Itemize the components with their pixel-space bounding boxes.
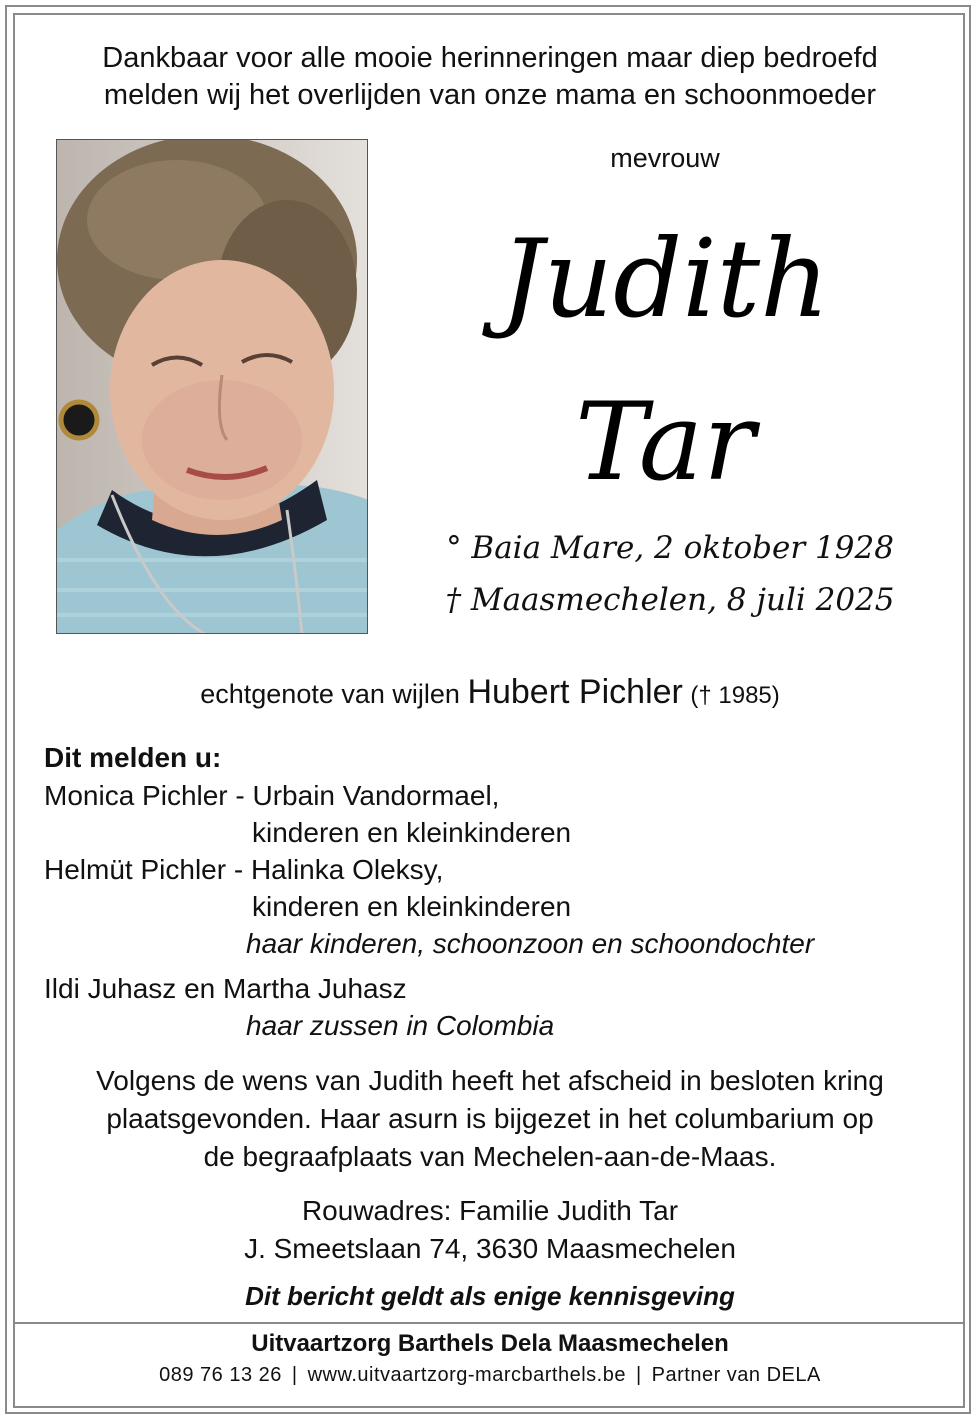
family-line: haar zussen in Colombia [246,1010,555,1041]
contact-line [30,1364,950,1387]
address-line-1: Rouwadres: Familie Judith Tar [301,1195,679,1226]
spouse-name: Hubert Pichler [467,673,683,711]
notice-text: Dit bericht geldt als enige kennisgeving [245,1281,735,1311]
family-line: kinderen en kleinkinderen [252,817,572,848]
separator: | [291,1364,298,1386]
message-line-3: de begraafplaats van Mechelen-aan-de-Maas. [203,1141,777,1172]
family-line: Ildi Juhasz en Martha Juhasz [44,973,407,1004]
family-line: kinderen en kleinkinderen [252,891,572,922]
family-line: haar kinderen, schoonzoon en schoondochter [246,928,815,959]
death-line: † Maasmechelen, 8 juli 2025 [445,582,895,618]
last-name: Tar [575,380,755,505]
address-line-2: J. Smeetslaan 74, 3630 Maasmechelen [244,1233,736,1264]
title-mevrouw: mevrouw [610,143,720,173]
portrait-photo [56,139,368,634]
message-line-2: plaatsgevonden. Haar asurn is bijgezet in het columbarium op [106,1103,874,1134]
family-line: Helmüt Pichler - Halinka Oleksy, [44,854,444,885]
footer-divider [15,1322,965,1324]
message-paragraph [30,1062,950,1176]
phone-number: 089 76 13 26 [159,1364,282,1386]
website-link[interactable]: www.uitvaartzorg-marcbarthels.be [307,1364,626,1386]
spouse-prefix: echtgenote van wijlen [200,679,460,709]
spouse-line [30,673,950,712]
family-line: Monica Pichler - Urbain Vandormael, [44,780,500,811]
first-name: Judith [500,217,830,342]
message-line-1: Volgens de wens van Judith heeft het afscheid in besloten kring [96,1065,884,1096]
intro-line-1: Dankbaar voor alle mooie herinneringen maar diep bedroefd [102,42,878,74]
intro-line-2: melden wij het overlijden van onze mama en schoonmoeder [103,79,877,111]
address-block [30,1192,950,1268]
family-title: Dit melden u: [44,742,222,773]
company-name: Uitvaartzorg Barthels Dela Maasmechelen [251,1330,729,1357]
spouse-death-note: († 1985) [690,682,780,709]
separator: | [635,1364,642,1386]
birth-line: ° Baia Mare, 2 oktober 1928 [446,530,894,566]
intro-text [30,40,950,114]
portrait-photo-icon [57,140,368,634]
partner-text: Partner van DELA [651,1364,821,1386]
